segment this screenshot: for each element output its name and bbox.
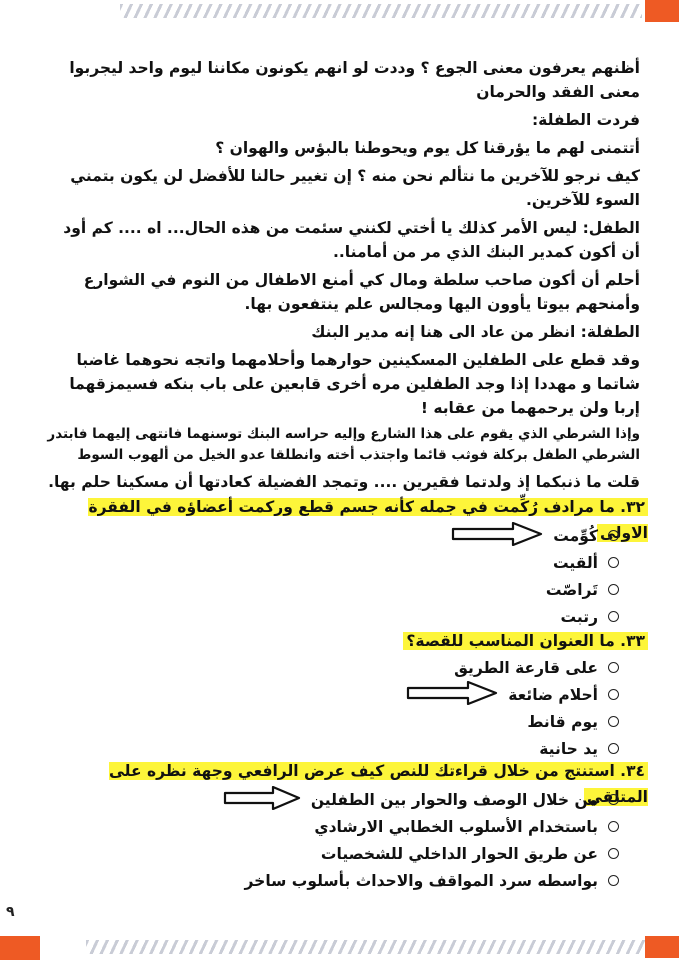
question-32-option[interactable] [451, 603, 619, 630]
footer-hatch [86, 940, 646, 954]
passage-line: أحلم أن أكون صاحب سلطة ومال كي أمنع الاطفال من النوم في الشوارع وأمنحهم بيوتا يأوون اليها ومجالس علم ينتفعون بها. [83, 271, 640, 313]
radio-button[interactable] [608, 530, 619, 541]
header-corner-left [0, 0, 30, 22]
radio-button[interactable] [608, 848, 619, 859]
option-label: رتبت [560, 607, 598, 626]
header-corner-right [645, 0, 679, 22]
option-label: من خلال الوصف والحوار بين الطفلين [310, 790, 598, 809]
question-33-option[interactable] [406, 708, 619, 735]
question-33 [88, 628, 648, 654]
option-label: أحلام ضائعة [508, 685, 598, 704]
question-34-text: ٣٤. استنتج من خلال قراءتك للنص كيف عرض الرافعي وجهة نظره على المتلقي [108, 762, 648, 806]
radio-button[interactable] [608, 662, 619, 673]
radio-button[interactable] [608, 875, 619, 886]
question-32-options [451, 522, 619, 630]
passage-line: الطفل: ليس الأمر كذلك يا أختي لكنني سئمت من هذه الحال... اه .... كم أود أن أكون كمدير البنك الذي مر من أمامنا.. [63, 219, 640, 261]
question-34-option[interactable] [223, 840, 619, 867]
question-33-text: ٣٣. ما العنوان المناسب للقصة؟ [403, 632, 648, 650]
footer-corner-left [0, 936, 40, 960]
option-label: يد حانية [539, 739, 598, 758]
header-band [0, 0, 679, 22]
option-label: تَراصّت [545, 580, 598, 599]
question-32-option[interactable] [451, 522, 619, 549]
question-32-text: ٣٢. ما مرادف رُكِّمت في جمله كأنه جسم قطع وركمت أعضاؤه في الفقرة الاولى [88, 498, 648, 542]
option-label: على قارعة الطريق [454, 658, 598, 677]
page-number: ٩ [6, 904, 15, 920]
question-34-option[interactable] [223, 813, 619, 840]
arrow-right-icon [451, 522, 543, 550]
question-34-option[interactable] [223, 786, 619, 813]
passage-line: أتتمنى لهم ما يؤرقنا كل يوم ويحوطنا بالبؤس والهوان ؟ [215, 139, 640, 157]
footer-corner-right [645, 936, 679, 958]
passage-line: أظنهم يعرفون معنى الجوع ؟ وددت لو انهم يكونون مكاننا ليوم واحد ليجربوا معنى الفقد والحرمان [69, 59, 640, 101]
option-label: ألقيت [552, 553, 598, 572]
question-33-option[interactable] [406, 681, 619, 708]
arrow-right-icon [223, 786, 301, 814]
radio-button[interactable] [608, 821, 619, 832]
passage-line: الطفلة: انظر من عاد الى هنا إنه مدير البنك [311, 323, 640, 341]
option-label: عن طريق الحوار الداخلي للشخصيات [320, 844, 598, 863]
question-32-option[interactable] [451, 549, 619, 576]
radio-button[interactable] [608, 611, 619, 622]
option-label: بواسطه سرد المواقف والاحداث بأسلوب ساخر [244, 871, 598, 890]
arrow-right-icon [406, 681, 498, 709]
passage-line: كيف نرجو للآخرين ما نتألم نحن منه ؟ إن تغيير حالنا للأفضل لن يكون بتمني السوء للآخرين. [70, 167, 640, 209]
passage-line: وقد قطع على الطفلين المسكينين حوارهما وأحلامهما واتجه نحوهما غاضبا شاتما و مهددا إذا وجد الطفلين مره أخرى قابعين على باب بنكه فسيمزقهما إربا ولن يرحمهما من عقابه ! [69, 351, 640, 417]
option-label: باستخدام الأسلوب الخطابي الارشادي [314, 817, 598, 836]
radio-button[interactable] [608, 716, 619, 727]
passage-line: فردت الطفلة: [531, 111, 640, 129]
passage-line: قلت ما ذنبكما إذ ولدتما فقيرين .... وتمجد الفضيلة كعادتها أن مسكينا حلم بها. [48, 473, 640, 491]
question-34-options [223, 786, 619, 894]
header-hatch [120, 4, 642, 18]
option-label: يوم قانط [527, 712, 598, 731]
radio-button[interactable] [608, 584, 619, 595]
radio-button[interactable] [608, 557, 619, 568]
passage-line: وإذا الشرطي الذي يقوم على هذا الشارع وإليه حراسه البنك توسنهما فانتهى إليهما فابتدر الشرطي الطفل بركلة فوثب قائما واجتذب أخته وانطلقا عدو الخيل من ألهوب السوط [47, 426, 640, 463]
question-33-options [406, 654, 619, 762]
radio-button[interactable] [608, 794, 619, 805]
passage [40, 56, 640, 498]
question-33-option[interactable] [406, 654, 619, 681]
option-label: كُوِّمت [553, 526, 598, 545]
question-32-option[interactable] [451, 576, 619, 603]
radio-button[interactable] [608, 743, 619, 754]
question-34-option[interactable] [223, 867, 619, 894]
radio-button[interactable] [608, 689, 619, 700]
